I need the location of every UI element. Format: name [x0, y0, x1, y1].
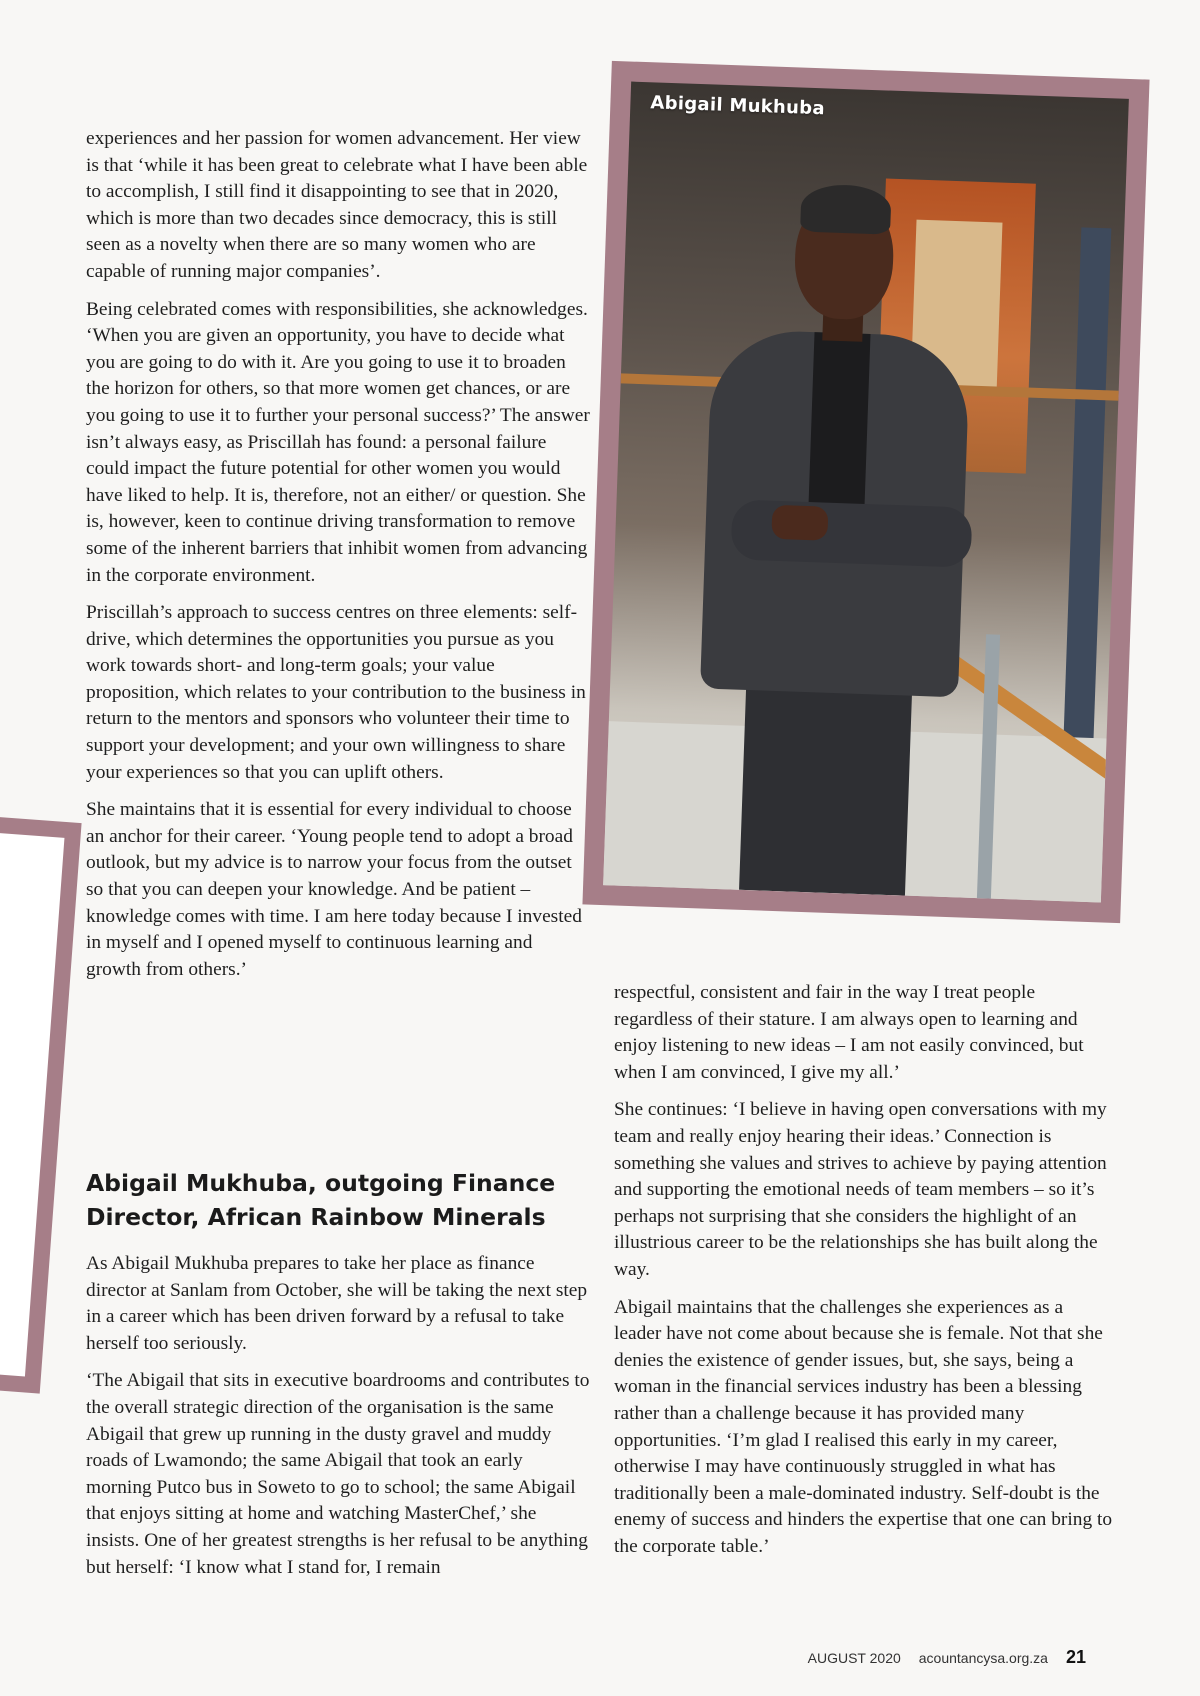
photo-frame [582, 61, 1149, 923]
paragraph: She continues: ‘I believe in having open conversations with my team and really enjoy hearing their ideas.’ Connection is something she values and strives to achieve by paying attention and supporting the emotional needs of team members – so it’s perhaps not surprising that she considers the highlight of an illustrious career to be the relationships she has built along the way. [614, 1099, 1107, 1280]
paragraph: Priscillah’s approach to success centres on three elements: self-drive, which determines the opportunities you pursue as you work towards short- and long-term goals; your value proposition, which relates to your contribution to the business in return to the mentors and sponsors who volunteer their time to support your development; and your own willingness to share your experiences so that you can uplift others. [86, 602, 586, 783]
page-number: 21 [1065, 1647, 1086, 1667]
paragraph: experiences and her passion for women advancement. Her view is that ‘while it has been great to celebrate what I have been able to accomplish, I still find it disappointing to see that in 2020, which is more than two decades since democracy, this is still seen as a novelty when there are so many women who are capable of running major companies’. [86, 128, 588, 282]
footer-website: acountancysa.org.za [918, 1650, 1048, 1666]
figure-skirt [739, 670, 913, 896]
left-column-top [86, 126, 592, 994]
paragraph: As Abigail Mukhuba prepares to take her place as finance director at Sanlam from October, she will be taking the next step in a career which has been driven forward by a refusal to take herself too seriously. [86, 1253, 588, 1354]
left-column-bottom [86, 1251, 592, 1592]
figure-crossed-arms [731, 499, 973, 567]
figure-hand [771, 505, 828, 541]
page-footer [808, 1647, 1086, 1668]
section-heading: Abigail Mukhuba, outgoing Finance Director, African Rainbow Minerals [86, 1169, 556, 1231]
portrait-photo [603, 82, 1129, 903]
right-column [614, 980, 1114, 1571]
paragraph: She maintains that it is essential for every individual to choose an anchor for their career. ‘Young people tend to adopt a broad outlook, but my advice is to narrow your focus from the outset so that you can deepen your knowledge. And be patient – knowledge comes with time. I am here today because I invested in myself and I opened myself to continuous learning and growth from others.’ [86, 799, 582, 980]
decorative-frame [0, 812, 82, 1394]
photo-caption: Abigail Mukhuba [650, 92, 826, 120]
photo-background-panel [1063, 227, 1111, 748]
paragraph: Abigail maintains that the challenges she experiences as a leader have not come about because she is female. Not that she denies the existence of gender issues, but, she says, being a woman in the financial services industry has been a blessing rather than a challenge because it has provided many opportunities. ‘I’m glad I realised this early in my career, otherwise I may have continuously struggled in what has traditionally been a male-dominated industry. Self-doubt is the enemy of success and hinders the expertise that one can bring to the corporate table.’ [614, 1296, 1113, 1557]
footer-issue: AUGUST 2020 [807, 1650, 901, 1666]
figure-hair [800, 184, 892, 235]
portrait-figure [653, 187, 1007, 898]
paragraph: ‘The Abigail that sits in executive boardrooms and contributes to the overall strategic direction of the organisation is the same Abigail that grew up running in the dusty gravel and muddy roads of Lwamondo; the same Abigail that took an early morning Putco bus in Soweto to go to school; the same Abigail that enjoys sitting at home and watching MasterChef,’ she insists. One of her greatest strengths is her refusal to be anything but herself: ‘I know what I stand for, I remain [86, 1370, 590, 1578]
paragraph: Being celebrated comes with responsibilities, she acknowledges. ‘When you are given an opportunity, you have to decide what you are going to do with it. Are you going to use it to broaden the horizon for others, so that more women get chances, or are you going to use it to further your personal success?’ The answer isn’t always easy, as Priscillah has found: a personal failure could impact the future potential for other women you would have liked to help. It is, therefore, not an either/ or question. She is, however, keen to continue driving transformation to remove some of the inherent barriers that inhibit women from advancing in the corporate environment. [86, 298, 590, 586]
paragraph: respectful, consistent and fair in the way I treat people regardless of their stature. I am always open to learning and enjoy listening to new ideas – I am not easily convinced, but when I am convinced, I give my all.’ [614, 982, 1084, 1083]
